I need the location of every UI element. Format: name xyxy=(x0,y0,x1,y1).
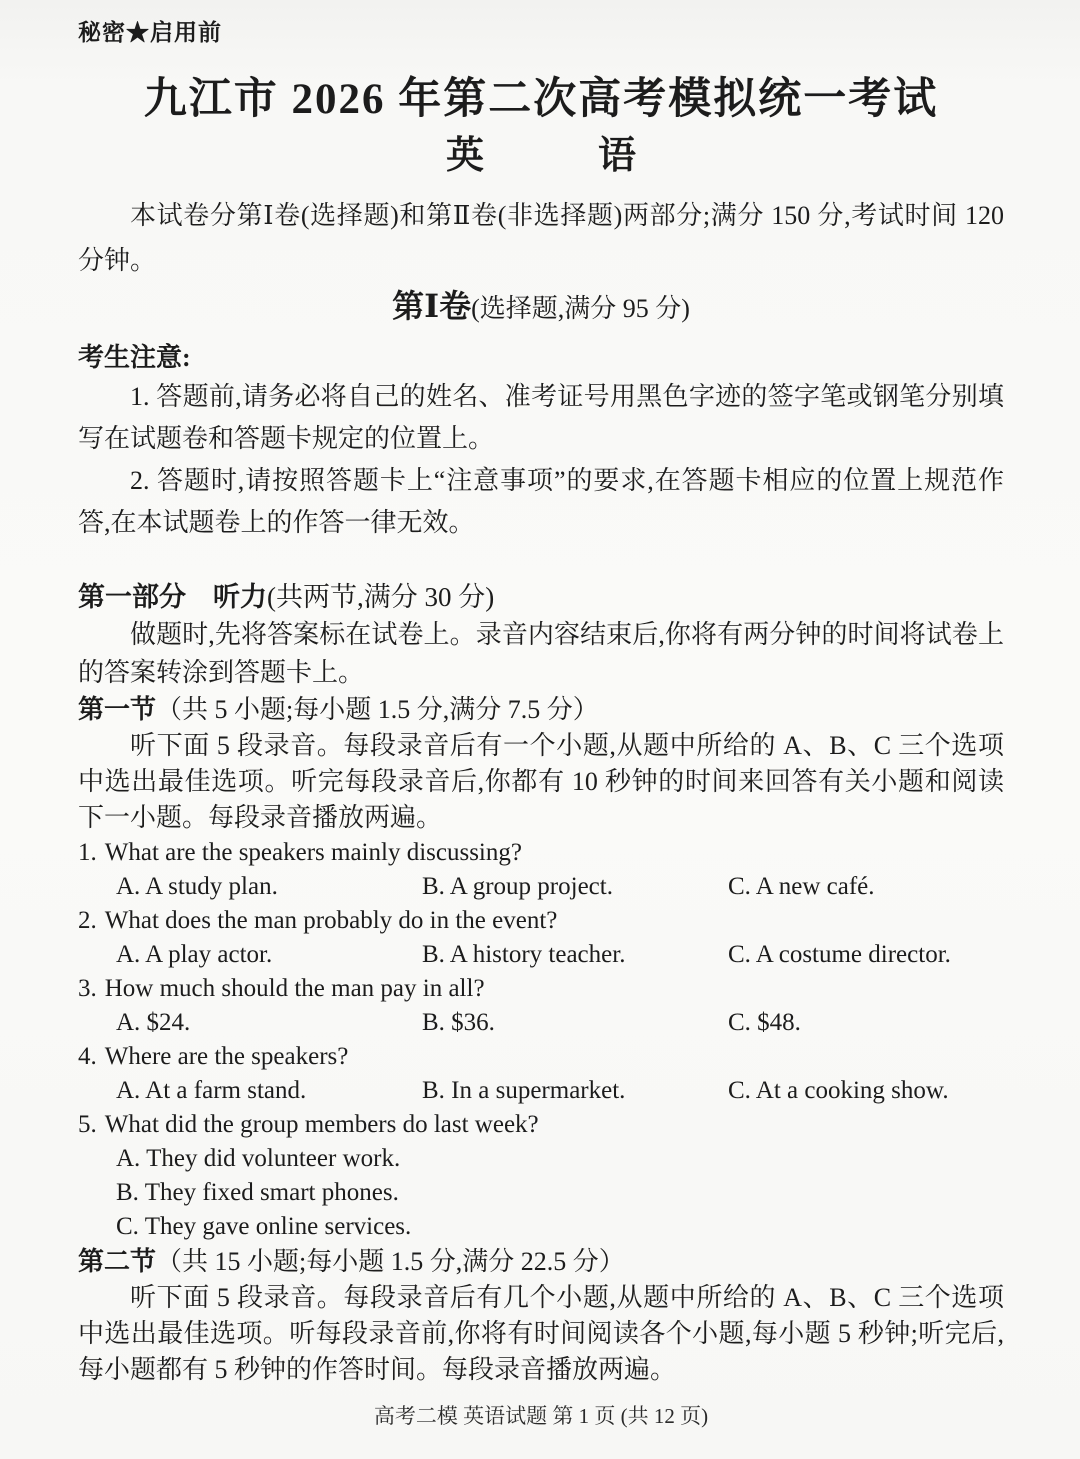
question-stem: What did the group members do last week? xyxy=(104,1111,539,1138)
option-a: A. A play actor. xyxy=(116,941,273,968)
option-b: B. A group project. xyxy=(422,873,613,900)
section2-instructions: 听下面 5 段录音。每段录音后有几个小题,从题中所给的 A、B、C 三个选项中选出最佳选项。听每段录音前,你将有时间阅读各个小题,每小题 5 秒钟;听完后,每小题都有 5 秒钟的作答时间。每段录音播放两遍。 xyxy=(78,1283,1004,1384)
part1-instructions: 做题时,先将答案标在试卷上。录音内容结束后,你将有两分钟的时间将试卷上的答案转涂到答题卡上。 xyxy=(78,620,1004,687)
notice-item-2: 2. 答题时,请按照答题卡上“注意事项”的要求,在答题卡相应的位置上规范作答,在本试题卷上的作答一律无效。 xyxy=(78,466,1004,537)
question-3 xyxy=(78,972,1004,1040)
question-4-options xyxy=(116,1074,1004,1108)
section1-heading xyxy=(78,692,1004,728)
question-5 xyxy=(78,1108,1004,1244)
intro-paragraph: 本试卷分第Ⅰ卷(选择题)和第Ⅱ卷(非选择题)两部分;满分 150 分,考试时间 120 分钟。 xyxy=(78,201,1004,275)
option-a: A. $24. xyxy=(116,1009,191,1036)
option-b: B. $36. xyxy=(422,1009,495,1036)
question-3-text xyxy=(78,972,1004,1006)
section2-score-note: （共 15 小题;每小题 1.5 分,满分 22.5 分） xyxy=(156,1247,625,1276)
section2-title: 第二节 xyxy=(78,1247,157,1276)
question-number: 3. xyxy=(78,975,97,1002)
question-5-options xyxy=(78,1142,1004,1244)
option-b: B. A history teacher. xyxy=(422,941,626,968)
question-4 xyxy=(78,1040,1004,1108)
option-a: A. They did volunteer work. xyxy=(116,1145,401,1172)
option-c: C. They gave online services. xyxy=(116,1213,412,1240)
question-2-text xyxy=(78,904,1004,938)
option-a: A. A study plan. xyxy=(116,873,278,900)
question-1-text xyxy=(78,836,1004,870)
option-c: C. A new café. xyxy=(728,873,875,900)
question-4-text xyxy=(78,1040,1004,1074)
security-notice: 秘密★启用前 xyxy=(78,20,222,45)
part1-score-note: (共两节,满分 30 分) xyxy=(267,582,495,612)
question-1-options xyxy=(116,870,1004,904)
exam-subject: 英 语 xyxy=(445,135,636,177)
section1-title: 第一节 xyxy=(78,695,157,724)
volume1-title: 第Ⅰ卷 xyxy=(392,288,472,324)
option-c: C. At a cooking show. xyxy=(728,1077,949,1104)
question-1 xyxy=(78,836,1004,904)
part1-heading xyxy=(78,578,1004,616)
volume1-heading xyxy=(78,285,1004,334)
part1-title: 第一部分 听力 xyxy=(78,582,267,612)
question-3-options xyxy=(116,1006,1004,1040)
option-a: A. At a farm stand. xyxy=(116,1077,307,1104)
volume1-subtitle: (选择题,满分 95 分) xyxy=(471,294,690,323)
question-number: 2. xyxy=(78,907,97,934)
notice-item-1: 1. 答题前,请务必将自己的姓名、准考证号用黑色字迹的签字笔或钢笔分别填写在试题卷和答题卡规定的位置上。 xyxy=(78,382,1004,453)
option-b: B. In a supermarket. xyxy=(422,1077,626,1104)
option-b: B. They fixed smart phones. xyxy=(116,1179,399,1206)
section2-heading xyxy=(78,1244,1004,1280)
question-2-options xyxy=(116,938,1004,972)
section1-score-note: （共 5 小题;每小题 1.5 分,满分 7.5 分） xyxy=(156,695,599,724)
question-number: 4. xyxy=(78,1043,97,1070)
question-number: 5. xyxy=(78,1111,97,1138)
question-number: 1. xyxy=(78,839,97,866)
option-c: C. A costume director. xyxy=(728,941,951,968)
question-stem: Where are the speakers? xyxy=(104,1043,349,1070)
question-2 xyxy=(78,904,1004,972)
exam-title: 九江市 2026 年第二次高考模拟统一考试 xyxy=(143,76,939,123)
section1-instructions: 听下面 5 段录音。每段录音后有一个小题,从题中所给的 A、B、C 三个选项中选出最佳选项。听完每段录音后,你都有 10 秒钟的时间来回答有关小题和阅读下一小题。每段录音播放两遍。 xyxy=(78,731,1004,832)
question-5-text xyxy=(78,1108,1004,1142)
question-stem: What are the speakers mainly discussing? xyxy=(104,839,522,866)
page-footer: 高考二模 英语试题 第 1 页 (共 12 页) xyxy=(373,1404,709,1428)
question-stem: What does the man probably do in the event? xyxy=(104,907,558,934)
option-c: C. $48. xyxy=(728,1009,801,1036)
question-stem: How much should the man pay in all? xyxy=(104,975,485,1002)
notice-heading: 考生注意: xyxy=(78,343,191,372)
